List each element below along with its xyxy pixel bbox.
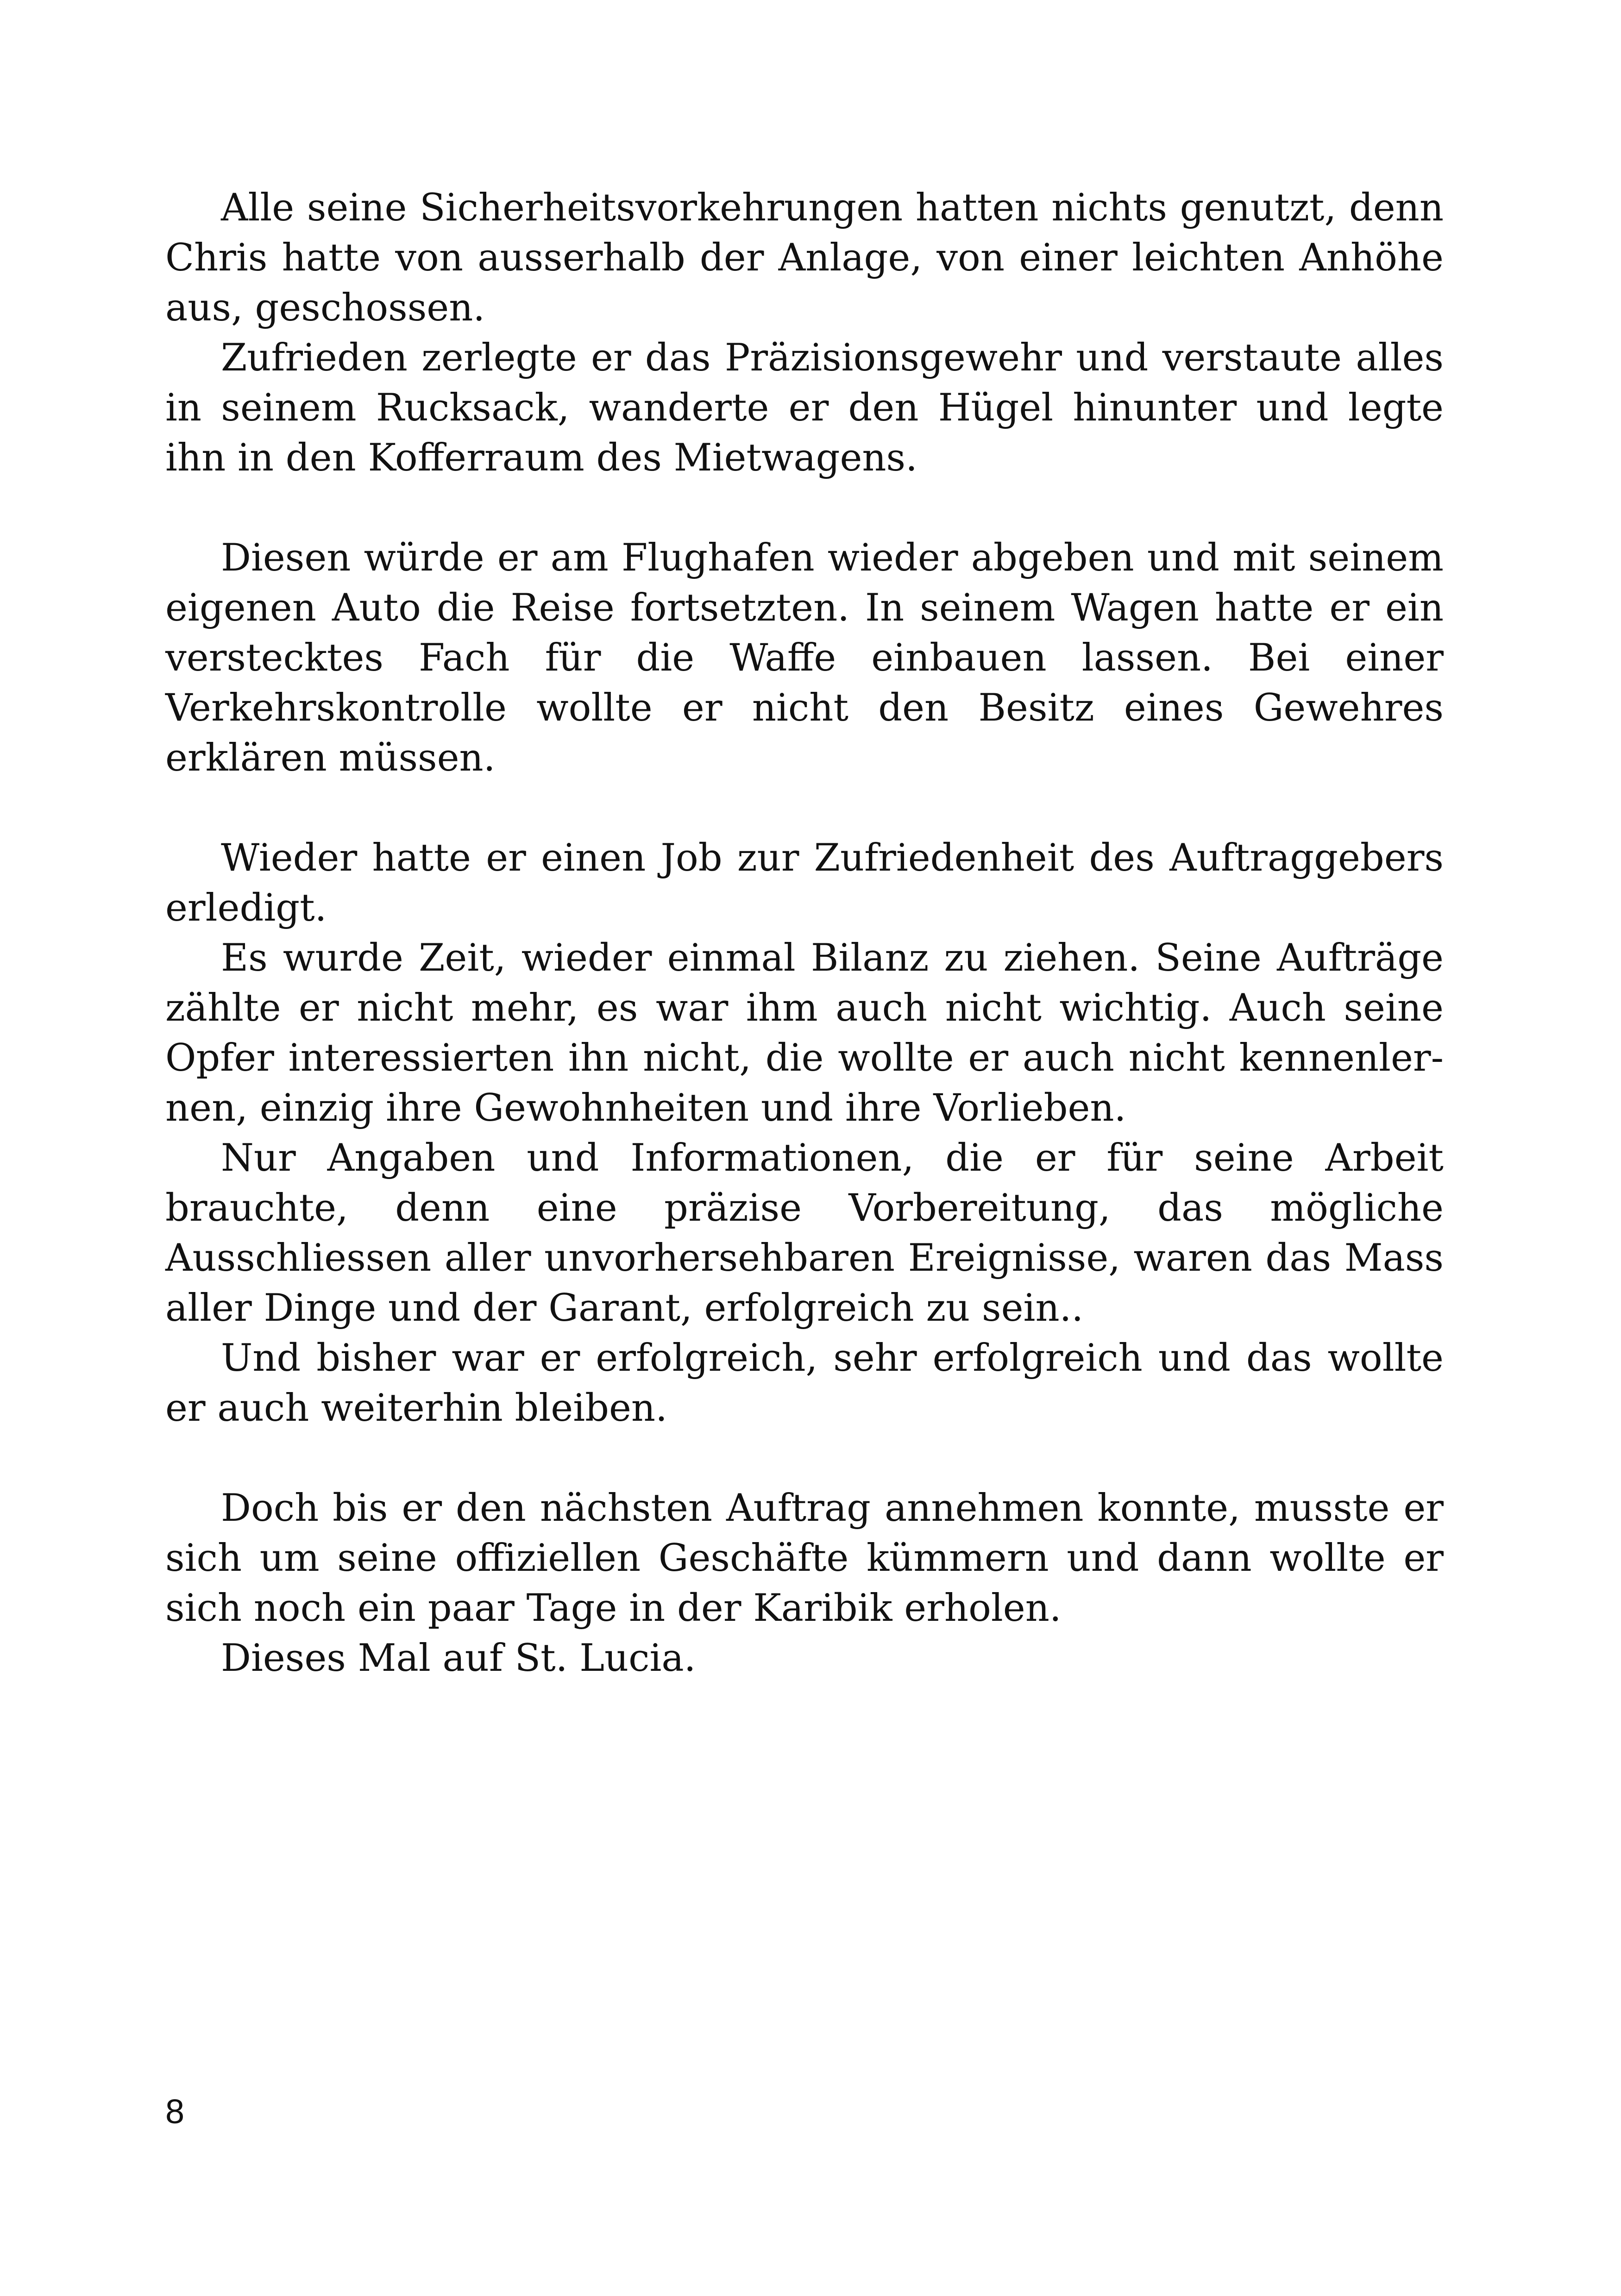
paragraph: Nur Angaben und Informationen, die er für seine Arbeit brauchte, denn eine präzise Vorbereitung, das mögliche Ausschliessen aller unvorhersehbaren Ereignisse, waren das Mass aller Dinge und der Garant, erfolgreich zu sein..: [165, 1136, 1444, 1330]
paragraph-gap: [165, 483, 1444, 533]
paragraph: Diesen würde er am Flughafen wieder abgeben und mit seinem eigenen Auto die Reise fortsetzten. In seinem Wagen hatte er ein verstecktes Fach für die Waffe einbauen lassen. Bei einer Verkehrskontrolle wollte er nicht den Besitz eines Gewehres erklären müssen.: [165, 536, 1444, 780]
paragraph-gap: [165, 783, 1444, 833]
paragraph: Zufrieden zerlegte er das Präzisionsgewehr und verstaute alles in seinem Rucksack, wanderte er den Hügel hinunter und legte ihn in den Kofferraum des Mietwagens.: [165, 336, 1444, 480]
paragraph: Es wurde Zeit, wieder einmal Bilanz zu ziehen. Seine Aufträge zählte er nicht mehr, es war ihm auch nicht wichtig. Auch seine Opfer interessierten ihn nicht, die wollte er auch nicht kennenlernen, einzig ihre Gewohnheiten und ihre Vorlieben.: [165, 936, 1444, 1130]
paragraph: Und bisher war er erfolgreich, sehr erfolgreich und das wollte er auch weiterhin bleiben.: [165, 1336, 1444, 1430]
paragraph: Alle seine Sicherheitsvorkehrungen hatten nichts genutzt, denn Chris hatte von ausserhalb der Anlage, von einer leichten Anhöhe aus, geschossen.: [165, 186, 1444, 330]
paragraph: Dieses Mal auf St. Lucia.: [221, 1637, 696, 1680]
paragraph-gap: [165, 1433, 1444, 1483]
paragraph: Doch bis er den nächsten Auftrag annehmen konnte, musste er sich um seine offiziellen Geschäfte kümmern und dann wollte er sich noch ein paar Tage in der Karibik erholen.: [165, 1487, 1444, 1630]
body-text: [165, 183, 1444, 1683]
page-number: 8: [165, 2092, 185, 2131]
paragraph: Wieder hatte er einen Job zur Zufriedenheit des Auftraggebers erledigt.: [165, 836, 1444, 930]
